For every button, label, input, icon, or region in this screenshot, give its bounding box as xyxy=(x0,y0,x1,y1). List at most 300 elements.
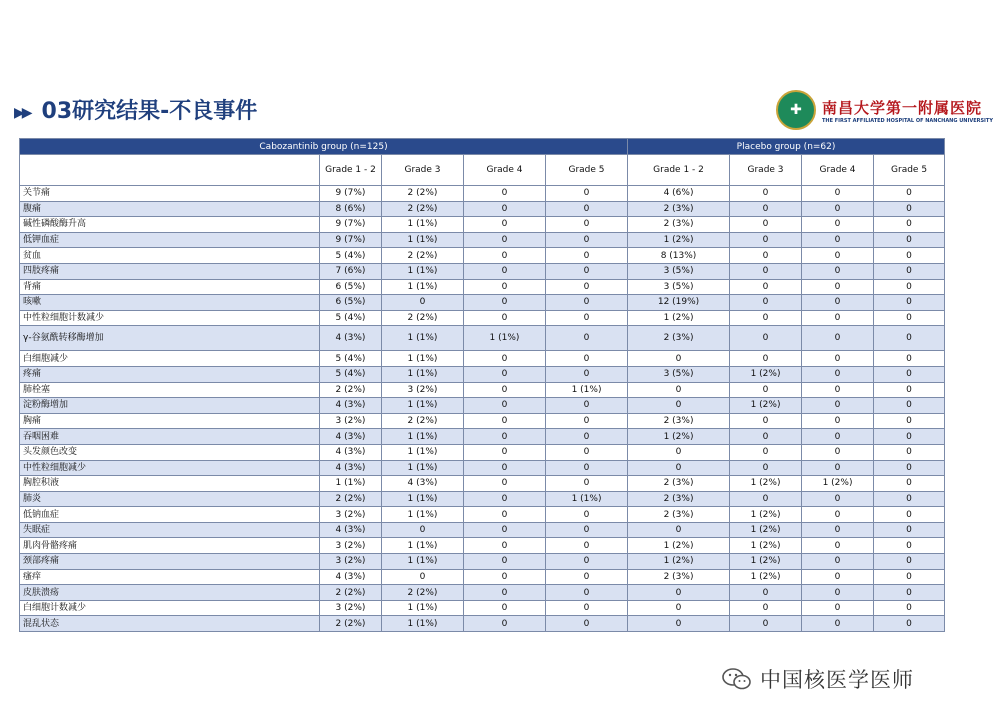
table-cell: 2 (2%) xyxy=(320,585,382,601)
adverse-event-name: 白细胞减少 xyxy=(20,351,320,367)
adverse-event-name: 腹痛 xyxy=(20,201,320,217)
adverse-event-name: 头发颜色改变 xyxy=(20,444,320,460)
table-cell: 2 (2%) xyxy=(382,248,464,264)
table-cell: 0 xyxy=(546,366,628,382)
table-cell: 0 xyxy=(546,476,628,492)
adverse-event-name: 中性粒细胞减少 xyxy=(20,460,320,476)
table-cell: 0 xyxy=(546,279,628,295)
table-row xyxy=(20,351,945,367)
table-cell: 0 xyxy=(628,382,730,398)
table-cell: 0 xyxy=(730,351,802,367)
grade-header: Grade 1 - 2 xyxy=(628,155,730,186)
slide xyxy=(0,82,993,654)
table-cell: 0 xyxy=(802,310,874,326)
table-row xyxy=(20,507,945,523)
table-cell: 1 (1%) xyxy=(546,491,628,507)
table-cell: 0 xyxy=(802,522,874,538)
table-cell: 0 xyxy=(802,429,874,445)
table-cell: 2 (3%) xyxy=(628,569,730,585)
table-cell: 0 xyxy=(464,413,546,429)
grade-header: Grade 5 xyxy=(874,155,945,186)
table-cell: 1 (1%) xyxy=(382,538,464,554)
table-cell: 2 (2%) xyxy=(320,382,382,398)
table-row xyxy=(20,366,945,382)
table-cell: 0 xyxy=(546,217,628,233)
table-cell: 1 (1%) xyxy=(382,366,464,382)
table-cell: 2 (3%) xyxy=(628,491,730,507)
table-cell: 0 xyxy=(874,429,945,445)
table-row xyxy=(20,554,945,570)
table-cell: 3 (2%) xyxy=(382,382,464,398)
table-cell: 0 xyxy=(546,554,628,570)
table-row xyxy=(20,279,945,295)
table-cell: 1 (1%) xyxy=(546,382,628,398)
grade-header: Grade 1 - 2 xyxy=(320,155,382,186)
table-cell: 0 xyxy=(802,201,874,217)
adverse-event-name: 低钠血症 xyxy=(20,507,320,523)
table-cell: 0 xyxy=(628,616,730,632)
table-row xyxy=(20,263,945,279)
double-arrow-icon: ▶▶ xyxy=(14,104,30,121)
table-cell: 3 (5%) xyxy=(628,263,730,279)
table-cell: 3 (2%) xyxy=(320,507,382,523)
table-cell: 0 xyxy=(874,186,945,202)
table-cell: 4 (3%) xyxy=(320,569,382,585)
table-row xyxy=(20,310,945,326)
table-cell: 0 xyxy=(464,232,546,248)
adverse-event-name: 颈部疼痛 xyxy=(20,554,320,570)
table-cell: 1 (1%) xyxy=(382,263,464,279)
adverse-event-name: 碱性磷酸酶升高 xyxy=(20,217,320,233)
table-cell: 2 (3%) xyxy=(628,326,730,351)
table-cell: 2 (2%) xyxy=(382,310,464,326)
adverse-event-name: 胸痛 xyxy=(20,413,320,429)
table-cell: 0 xyxy=(464,585,546,601)
table-cell: 4 (3%) xyxy=(320,326,382,351)
table-row xyxy=(20,444,945,460)
table-cell: 0 xyxy=(730,295,802,311)
table-row xyxy=(20,201,945,217)
table-cell: 0 xyxy=(464,310,546,326)
table-cell: 0 xyxy=(730,413,802,429)
table-cell: 1 (2%) xyxy=(628,554,730,570)
table-cell: 0 xyxy=(546,413,628,429)
table-cell: 1 (1%) xyxy=(382,398,464,414)
adverse-event-name: 肺栓塞 xyxy=(20,382,320,398)
table-cell: 2 (3%) xyxy=(628,201,730,217)
adverse-event-name: 失眠症 xyxy=(20,522,320,538)
table-cell: 2 (3%) xyxy=(628,476,730,492)
table-cell: 0 xyxy=(802,382,874,398)
table-cell: 0 xyxy=(464,538,546,554)
table-cell: 0 xyxy=(546,616,628,632)
table-cell: 1 (2%) xyxy=(730,569,802,585)
table-cell: 0 xyxy=(546,585,628,601)
table-cell: 0 xyxy=(546,569,628,585)
table-cell: 0 xyxy=(874,201,945,217)
table-cell: 4 (3%) xyxy=(320,460,382,476)
table-row xyxy=(20,326,945,351)
table-cell: 0 xyxy=(874,295,945,311)
table-cell: 0 xyxy=(464,429,546,445)
table-cell: 0 xyxy=(802,491,874,507)
table-cell: 1 (1%) xyxy=(382,217,464,233)
adverse-event-name: 四肢疼痛 xyxy=(20,263,320,279)
grade-header: Grade 5 xyxy=(546,155,628,186)
table-cell: 0 xyxy=(628,444,730,460)
table-cell: 0 xyxy=(802,507,874,523)
table-cell: 0 xyxy=(730,600,802,616)
table-cell: 0 xyxy=(464,522,546,538)
table-cell: 1 (2%) xyxy=(730,538,802,554)
table-cell: 4 (3%) xyxy=(320,522,382,538)
group-header-row xyxy=(20,139,945,155)
table-cell: 5 (4%) xyxy=(320,366,382,382)
table-cell: 1 (1%) xyxy=(382,351,464,367)
adverse-event-name: 淀粉酶增加 xyxy=(20,398,320,414)
table-cell: 0 xyxy=(802,616,874,632)
table-cell: 1 (2%) xyxy=(730,366,802,382)
table-cell: 1 (2%) xyxy=(730,398,802,414)
watermark-text: 中国核医学医师 xyxy=(760,668,914,692)
table-cell: 0 xyxy=(546,429,628,445)
adverse-event-name: 咳嗽 xyxy=(20,295,320,311)
table-cell: 0 xyxy=(802,460,874,476)
table-row xyxy=(20,616,945,632)
table-cell: 4 (3%) xyxy=(382,476,464,492)
table-cell: 0 xyxy=(874,366,945,382)
table-cell: 0 xyxy=(546,186,628,202)
table-row xyxy=(20,491,945,507)
table-cell: 1 (2%) xyxy=(730,522,802,538)
table-cell: 1 (2%) xyxy=(628,429,730,445)
table-cell: 0 xyxy=(546,201,628,217)
table-cell: 0 xyxy=(802,444,874,460)
table-cell: 0 xyxy=(802,295,874,311)
table-cell: 0 xyxy=(802,248,874,264)
table-cell: 4 (3%) xyxy=(320,429,382,445)
grade-header: Grade 3 xyxy=(382,155,464,186)
table-cell: 0 xyxy=(730,310,802,326)
adverse-event-name: 关节痛 xyxy=(20,186,320,202)
table-cell: 1 (1%) xyxy=(382,232,464,248)
hospital-seal-icon: ✚ xyxy=(776,90,816,130)
table-cell: 1 (1%) xyxy=(382,600,464,616)
table-cell: 3 (5%) xyxy=(628,279,730,295)
table-row xyxy=(20,413,945,429)
table-cell: 0 xyxy=(464,263,546,279)
table-row xyxy=(20,248,945,264)
grade-header: Grade 3 xyxy=(730,155,802,186)
table-cell: 0 xyxy=(546,248,628,264)
table-row xyxy=(20,476,945,492)
table-body xyxy=(20,186,945,632)
placebo-group-header: Placebo group (n=62) xyxy=(628,139,945,155)
table-cell: 0 xyxy=(628,600,730,616)
table-cell: 1 (1%) xyxy=(382,491,464,507)
table-cell: 12 (19%) xyxy=(628,295,730,311)
table-cell: 0 xyxy=(464,217,546,233)
table-cell: 0 xyxy=(802,538,874,554)
adverse-event-name: 吞咽困难 xyxy=(20,429,320,445)
adverse-events-table xyxy=(19,138,945,632)
table-cell: 0 xyxy=(874,538,945,554)
table-cell: 0 xyxy=(546,444,628,460)
table-row xyxy=(20,382,945,398)
table-cell: 0 xyxy=(546,538,628,554)
table-cell: 0 xyxy=(730,444,802,460)
table-cell: 0 xyxy=(802,326,874,351)
table-cell: 2 (3%) xyxy=(628,413,730,429)
table-row xyxy=(20,585,945,601)
table-cell: 0 xyxy=(464,201,546,217)
table-cell: 0 xyxy=(464,444,546,460)
table-cell: 1 (1%) xyxy=(382,429,464,445)
table-cell: 1 (2%) xyxy=(730,476,802,492)
table-cell: 0 xyxy=(874,522,945,538)
table-cell: 2 (3%) xyxy=(628,507,730,523)
table-cell: 5 (4%) xyxy=(320,351,382,367)
table-cell: 0 xyxy=(730,279,802,295)
table-cell: 0 xyxy=(382,295,464,311)
table-cell: 0 xyxy=(464,554,546,570)
table-row xyxy=(20,569,945,585)
table-cell: 0 xyxy=(730,585,802,601)
table-cell: 1 (1%) xyxy=(382,326,464,351)
table-cell: 0 xyxy=(874,326,945,351)
table-cell: 0 xyxy=(874,476,945,492)
table-cell: 0 xyxy=(874,507,945,523)
table-row xyxy=(20,538,945,554)
table-cell: 1 (2%) xyxy=(628,538,730,554)
table-cell: 0 xyxy=(802,600,874,616)
adverse-event-name: 中性粒细胞计数减少 xyxy=(20,310,320,326)
grade-header: Grade 4 xyxy=(802,155,874,186)
table-cell: 0 xyxy=(546,460,628,476)
table-cell: 0 xyxy=(628,398,730,414)
table-row xyxy=(20,295,945,311)
table-cell: 2 (2%) xyxy=(382,585,464,601)
table-cell: 2 (2%) xyxy=(382,186,464,202)
table-cell: 1 (1%) xyxy=(382,507,464,523)
table-cell: 0 xyxy=(546,310,628,326)
table-cell: 6 (5%) xyxy=(320,279,382,295)
table-row xyxy=(20,429,945,445)
table-cell: 0 xyxy=(802,263,874,279)
table-cell: 0 xyxy=(546,232,628,248)
table-cell: 0 xyxy=(730,201,802,217)
slide-header xyxy=(14,94,257,125)
table-cell: 0 xyxy=(874,263,945,279)
table-cell: 0 xyxy=(874,232,945,248)
table-cell: 0 xyxy=(628,351,730,367)
table-row xyxy=(20,232,945,248)
table-cell: 0 xyxy=(464,476,546,492)
table-cell: 0 xyxy=(874,217,945,233)
table-cell: 0 xyxy=(546,507,628,523)
adverse-event-name: 肺炎 xyxy=(20,491,320,507)
adverse-event-name: 混乱状态 xyxy=(20,616,320,632)
event-name-header xyxy=(20,155,320,186)
table-cell: 0 xyxy=(464,186,546,202)
table-cell: 8 (13%) xyxy=(628,248,730,264)
table-cell: 0 xyxy=(874,554,945,570)
table-cell: 1 (1%) xyxy=(382,554,464,570)
adverse-event-name: 贫血 xyxy=(20,248,320,264)
table-cell: 2 (3%) xyxy=(628,217,730,233)
adverse-events-table-wrap xyxy=(19,138,944,632)
table-cell: 0 xyxy=(874,351,945,367)
table-cell: 0 xyxy=(802,232,874,248)
adverse-event-name: 白细胞计数减少 xyxy=(20,600,320,616)
table-cell: 0 xyxy=(730,429,802,445)
table-cell: 0 xyxy=(464,507,546,523)
grade-header: Grade 4 xyxy=(464,155,546,186)
logo-chinese-name: 南昌大学第一附属医院 xyxy=(822,98,983,117)
table-cell: 0 xyxy=(546,263,628,279)
table-cell: 0 xyxy=(464,398,546,414)
table-cell: 0 xyxy=(464,248,546,264)
table-cell: 0 xyxy=(802,279,874,295)
adverse-event-name: 低钾血症 xyxy=(20,232,320,248)
table-cell: 0 xyxy=(546,351,628,367)
table-cell: 0 xyxy=(802,186,874,202)
table-cell: 0 xyxy=(730,186,802,202)
table-cell: 0 xyxy=(874,248,945,264)
table-cell: 1 (1%) xyxy=(464,326,546,351)
table-cell: 0 xyxy=(730,326,802,351)
table-cell: 7 (6%) xyxy=(320,263,382,279)
table-cell: 0 xyxy=(730,616,802,632)
hospital-logo xyxy=(776,90,993,130)
adverse-event-name: 胸腔积液 xyxy=(20,476,320,492)
table-cell: 0 xyxy=(802,585,874,601)
table-cell: 3 (2%) xyxy=(320,600,382,616)
table-cell: 0 xyxy=(874,382,945,398)
table-row xyxy=(20,600,945,616)
table-cell: 0 xyxy=(874,616,945,632)
table-cell: 0 xyxy=(464,382,546,398)
table-cell: 0 xyxy=(802,398,874,414)
wechat-icon xyxy=(722,667,752,691)
table-cell: 0 xyxy=(730,217,802,233)
table-cell: 9 (7%) xyxy=(320,217,382,233)
table-cell: 1 (1%) xyxy=(382,444,464,460)
table-cell: 8 (6%) xyxy=(320,201,382,217)
table-cell: 0 xyxy=(802,413,874,429)
table-cell: 0 xyxy=(546,522,628,538)
table-cell: 0 xyxy=(874,413,945,429)
table-cell: 0 xyxy=(464,569,546,585)
table-cell: 0 xyxy=(874,460,945,476)
table-cell: 0 xyxy=(802,554,874,570)
table-cell: 0 xyxy=(546,600,628,616)
adverse-event-name: γ-谷氨酰转移酶增加 xyxy=(20,326,320,351)
table-cell: 0 xyxy=(464,351,546,367)
table-cell: 0 xyxy=(874,600,945,616)
table-cell: 5 (4%) xyxy=(320,248,382,264)
table-cell: 0 xyxy=(382,522,464,538)
table-cell: 0 xyxy=(730,460,802,476)
table-cell: 1 (2%) xyxy=(628,310,730,326)
adverse-event-name: 疼痛 xyxy=(20,366,320,382)
table-cell: 0 xyxy=(874,585,945,601)
table-cell: 0 xyxy=(628,585,730,601)
table-cell: 0 xyxy=(464,600,546,616)
adverse-event-name: 背痛 xyxy=(20,279,320,295)
table-cell: 0 xyxy=(464,366,546,382)
table-cell: 0 xyxy=(628,460,730,476)
table-cell: 0 xyxy=(874,444,945,460)
table-cell: 0 xyxy=(464,491,546,507)
table-cell: 0 xyxy=(546,295,628,311)
table-row xyxy=(20,398,945,414)
table-cell: 3 (2%) xyxy=(320,413,382,429)
watermark xyxy=(722,664,914,694)
table-cell: 1 (2%) xyxy=(730,554,802,570)
table-cell: 0 xyxy=(802,569,874,585)
table-cell: 3 (5%) xyxy=(628,366,730,382)
table-cell: 0 xyxy=(874,491,945,507)
table-cell: 0 xyxy=(464,460,546,476)
table-cell: 1 (2%) xyxy=(628,232,730,248)
table-cell: 0 xyxy=(628,522,730,538)
table-row xyxy=(20,522,945,538)
table-cell: 3 (2%) xyxy=(320,554,382,570)
table-cell: 4 (3%) xyxy=(320,398,382,414)
table-cell: 0 xyxy=(874,569,945,585)
table-cell: 1 (1%) xyxy=(320,476,382,492)
table-cell: 5 (4%) xyxy=(320,310,382,326)
table-row xyxy=(20,460,945,476)
table-cell: 0 xyxy=(730,382,802,398)
table-cell: 0 xyxy=(464,616,546,632)
adverse-event-name: 肌肉骨骼疼痛 xyxy=(20,538,320,554)
table-cell: 0 xyxy=(464,295,546,311)
grade-header-row xyxy=(20,155,945,186)
table-cell: 3 (2%) xyxy=(320,538,382,554)
table-cell: 0 xyxy=(546,398,628,414)
slide-title: 03研究结果-不良事件 xyxy=(41,99,258,124)
table-cell: 0 xyxy=(802,217,874,233)
table-cell: 0 xyxy=(382,569,464,585)
table-cell: 4 (6%) xyxy=(628,186,730,202)
table-cell: 2 (2%) xyxy=(320,491,382,507)
table-cell: 9 (7%) xyxy=(320,186,382,202)
table-cell: 1 (1%) xyxy=(382,460,464,476)
table-cell: 0 xyxy=(802,366,874,382)
table-cell: 6 (5%) xyxy=(320,295,382,311)
cabozantinib-group-header: Cabozantinib group (n=125) xyxy=(20,139,628,155)
table-row xyxy=(20,186,945,202)
adverse-event-name: 瘙痒 xyxy=(20,569,320,585)
table-cell: 0 xyxy=(730,248,802,264)
table-cell: 0 xyxy=(874,398,945,414)
adverse-event-name: 皮肤溃疡 xyxy=(20,585,320,601)
table-cell: 0 xyxy=(802,351,874,367)
table-cell: 2 (2%) xyxy=(382,413,464,429)
table-cell: 2 (2%) xyxy=(382,201,464,217)
table-cell: 0 xyxy=(730,263,802,279)
table-cell: 0 xyxy=(730,232,802,248)
table-cell: 1 (1%) xyxy=(382,616,464,632)
table-cell: 4 (3%) xyxy=(320,444,382,460)
table-cell: 0 xyxy=(874,310,945,326)
table-cell: 0 xyxy=(730,491,802,507)
logo-english-name: THE FIRST AFFILIATED HOSPITAL OF NANCHANG UNIVERSITY xyxy=(822,117,993,124)
table-cell: 2 (2%) xyxy=(320,616,382,632)
table-cell: 1 (2%) xyxy=(802,476,874,492)
